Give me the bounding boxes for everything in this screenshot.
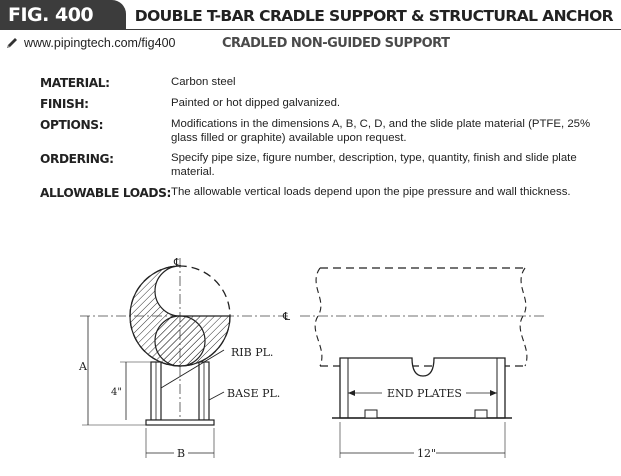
spec-row-finish	[40, 97, 600, 111]
slide-pad-right	[475, 410, 487, 418]
dimension-height-label: 4"	[111, 387, 122, 398]
base-plate-label: BASE PL.	[227, 387, 281, 400]
end-plates-label: END PLATES	[387, 387, 462, 400]
base-plate	[146, 420, 214, 425]
figure-number-tab	[0, 0, 126, 30]
website-url[interactable]: www.pipingtech.com/fig400	[24, 36, 176, 50]
slide-pad-left	[365, 410, 377, 418]
base-leader	[209, 392, 224, 400]
centerline-symbol-top: ℄	[174, 256, 182, 269]
pipe-right-break	[520, 268, 527, 366]
specification-list	[40, 76, 600, 207]
header-rule	[126, 29, 621, 30]
spec-value: Specify pipe size, figure number, description, type, quantity, finish and slide plate material.	[171, 152, 577, 178]
spec-row-options	[40, 118, 600, 145]
centerline-symbol-front: ℄	[283, 310, 291, 323]
dimension-b-label: B	[177, 447, 186, 460]
spec-label: FINISH:	[40, 97, 89, 111]
spec-label: ORDERING:	[40, 152, 114, 166]
website-link-row[interactable]	[6, 36, 175, 50]
pipe-left-break	[315, 268, 322, 366]
cradle-right-half	[155, 316, 230, 366]
page-subtitle: CRADLED NON-GUIDED SUPPORT	[222, 36, 450, 51]
technical-drawing	[0, 250, 621, 476]
spec-value: Modifications in the dimensions A, B, C, D, and the slide plate material (PTFE, 25% glass filled or graphite) available upon request.	[171, 118, 591, 144]
spec-value: The allowable vertical loads depend upon the pipe pressure and wall thickness.	[171, 186, 571, 198]
spec-label: MATERIAL:	[40, 76, 110, 90]
rib-plate-label: RIB PL.	[231, 346, 274, 359]
spec-value: Carbon steel	[171, 76, 236, 88]
spec-label: ALLOWABLE LOADS:	[40, 186, 172, 200]
pencil-icon	[6, 37, 18, 49]
spec-value: Painted or hot dipped galvanized.	[171, 97, 341, 109]
page-title: DOUBLE T-BAR CRADLE SUPPORT & STRUCTURAL ANCHOR	[134, 7, 613, 25]
spec-row-allowable-loads	[40, 186, 600, 200]
dimension-length-label: 12"	[417, 447, 437, 460]
figure-number: FIG. 400	[8, 4, 94, 26]
spec-row-ordering	[40, 152, 600, 179]
side-view	[78, 256, 291, 460]
dimension-a-label: A	[79, 360, 87, 373]
spec-label: OPTIONS:	[40, 118, 104, 132]
front-view	[282, 268, 545, 460]
spec-row-material	[40, 76, 600, 90]
